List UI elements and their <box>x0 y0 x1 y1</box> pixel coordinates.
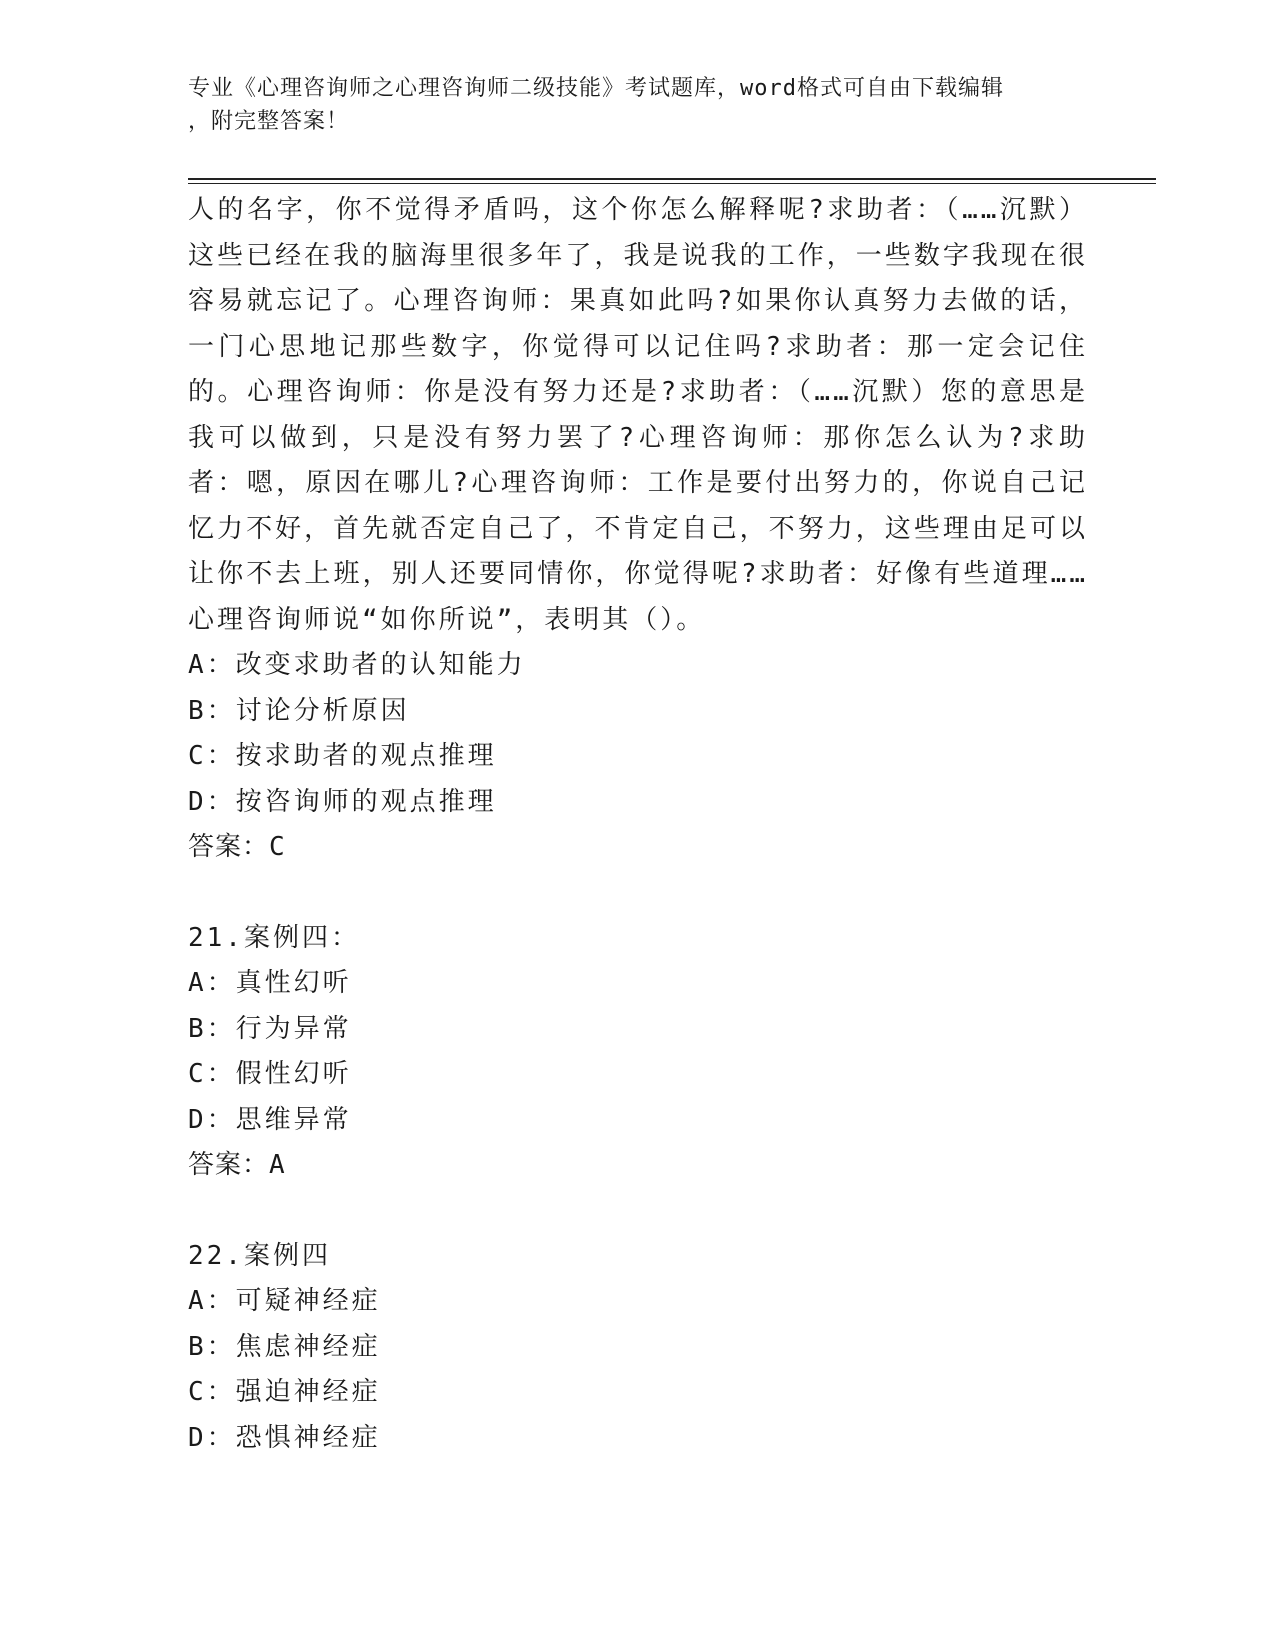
spacer <box>188 871 1088 916</box>
option-a: A：真性幻听 <box>188 968 352 998</box>
option-a: A：可疑神经症 <box>188 1286 381 1316</box>
option-a: A：改变求助者的认知能力 <box>188 650 526 680</box>
question-stem: 人的名字，你不觉得矛盾吗，这个你怎么解释呢?求助者：（……沉默）这些已经在我的脑海里很多年了，我是说我的工作，一些数字我现在很容易就忘记了。心理咨询师：果真如此吗?如果你认真努力去做的话，一门心思地记那些数字，你觉得可以记住吗?求助者：那一定会记住的。心理咨询师：你是没有努力还是?求助者：（……沉默）您的意思是我可以做到，只是没有努力罢了?心理咨询师：那你怎么认为?求助者：嗯，原因在哪儿?心理咨询师：工作是要付出努力的，你说自己记忆力不好，首先就否定自己了，不肯定自己，不努力，这些理由足可以让你不去上班，别人还要同情你，你觉得呢?求助者：好像有些道理……心理咨询师说“如你所说”，表明其（）。 <box>188 195 1088 635</box>
document-body <box>188 188 1088 1461</box>
option-d: D：思维异常 <box>188 1104 352 1135</box>
spacer <box>188 1189 1088 1234</box>
answer-label: 答案： <box>188 832 270 862</box>
answer-value: A <box>269 1150 288 1180</box>
header-line-1: 专业《心理咨询师之心理咨询师二级技能》考试题库，word格式可自由下载编辑 <box>188 76 1004 101</box>
header-divider-thin <box>188 183 1156 184</box>
header-divider-thick <box>188 178 1156 180</box>
document-header <box>188 72 1088 138</box>
option-d: D：按咨询师的观点推理 <box>188 786 497 817</box>
question-22 <box>188 1234 1088 1462</box>
answer-value: C <box>269 832 288 862</box>
option-c: C：按求助者的观点推理 <box>188 741 497 771</box>
question-stem: 22.案例四 <box>188 1240 331 1271</box>
option-c: C：假性幻听 <box>188 1059 352 1089</box>
option-d: D：恐惧神经症 <box>188 1422 381 1453</box>
answer-line <box>188 1143 1088 1189</box>
option-c: C：强迫神经症 <box>188 1377 381 1407</box>
option-b: B：讨论分析原因 <box>188 695 410 726</box>
answer-label: 答案： <box>188 1150 270 1180</box>
question-stem: 21.案例四： <box>188 922 360 953</box>
answer-line <box>188 825 1088 871</box>
header-line-2: ，附完整答案！ <box>188 109 350 134</box>
question-21 <box>188 916 1088 1189</box>
option-b: B：焦虑神经症 <box>188 1331 381 1362</box>
question-20 <box>188 188 1088 871</box>
option-b: B：行为异常 <box>188 1013 352 1044</box>
